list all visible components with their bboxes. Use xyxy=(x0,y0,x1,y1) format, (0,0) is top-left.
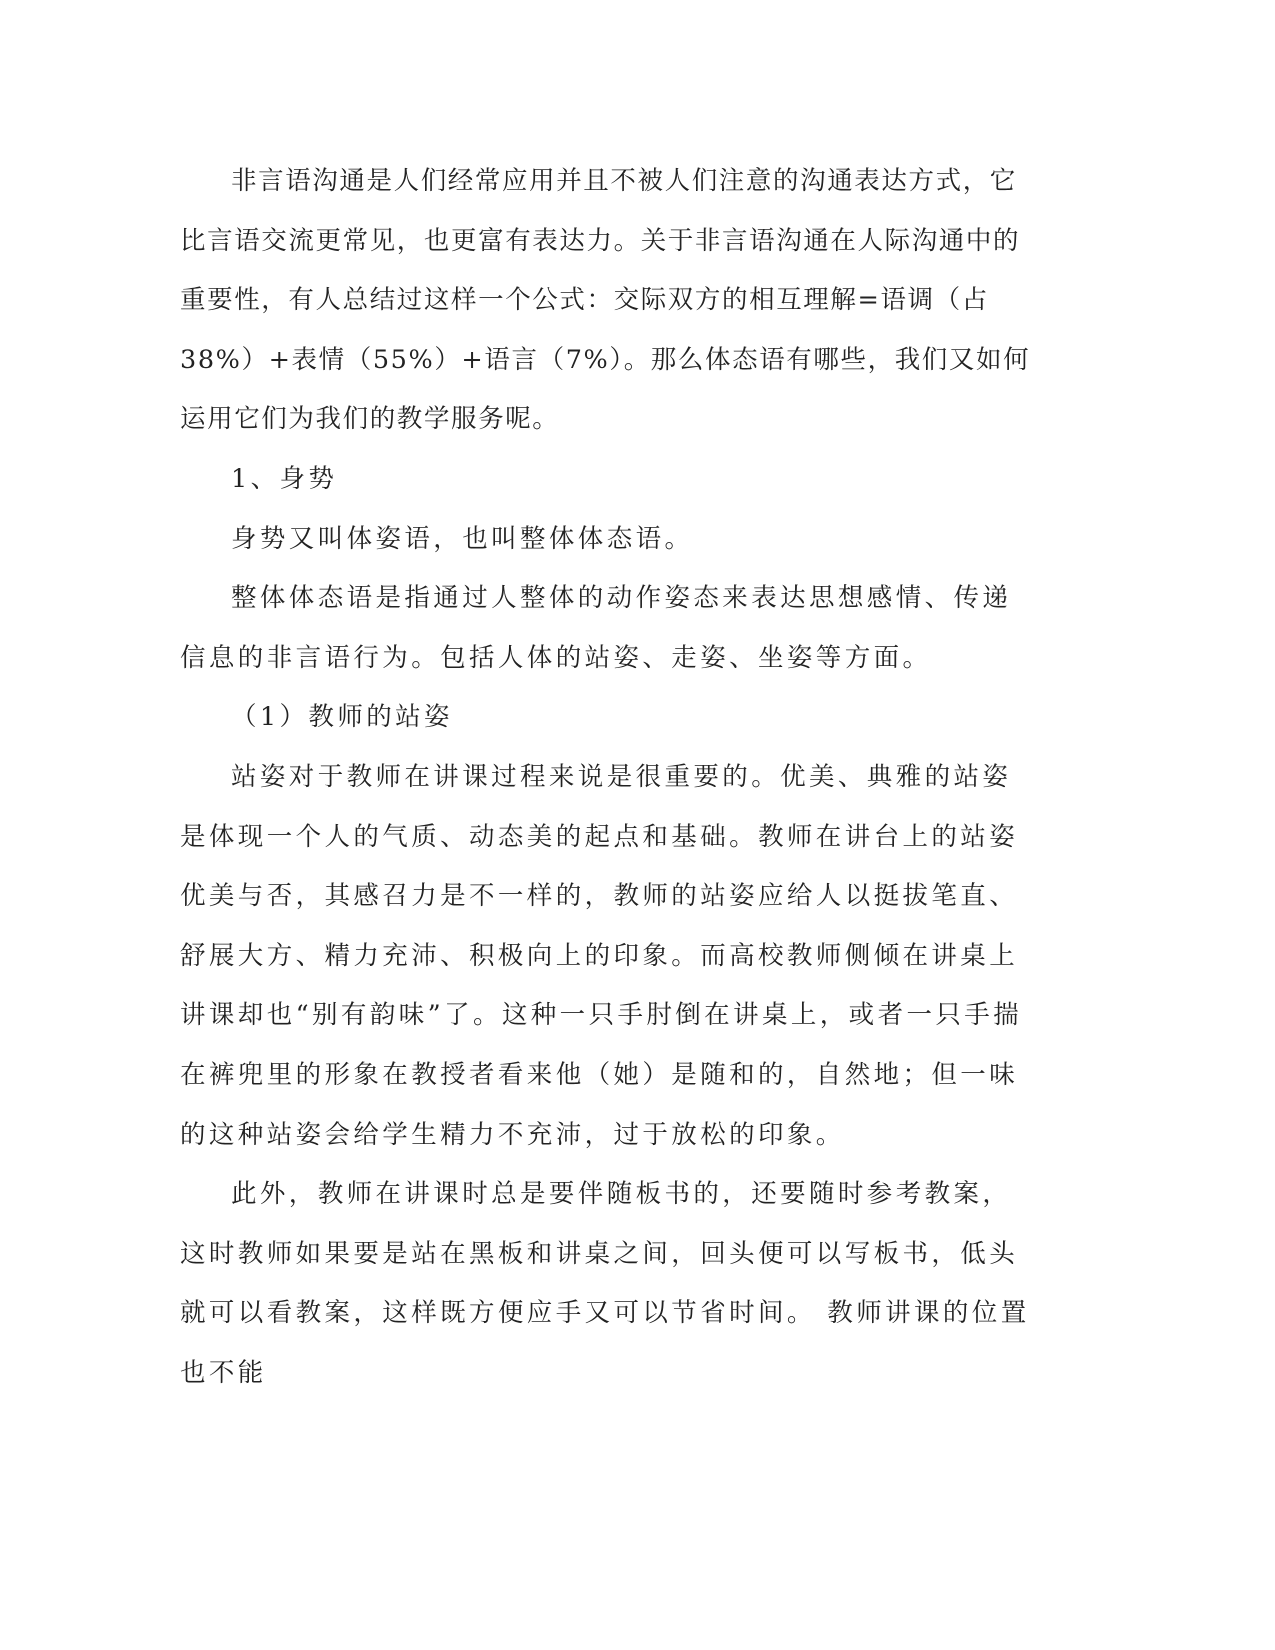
paragraph-intro: 非言语沟通是人们经常应用并且不被人们注意的沟通表达方式，它比言语交流更常见，也更富有表达力。关于非言语沟通在人际沟通中的重要性，有人总结过这样一个公式：交际双方的相互理解=语调（占38%）+表情（55%）+语言（7%）。那么体态语有哪些，我们又如何运用它们为我们的教学服务呢。 xyxy=(180,166,1031,435)
document-body xyxy=(180,152,1040,1403)
heading-body-posture: 1、身势 xyxy=(231,463,338,494)
paragraph-blackboard-position: 此外，教师在讲课时总是要伴随板书的，还要随时参考教案，这时教师如果要是站在黑板和讲桌之间，回头便可以写板书，低头就可以看教案，这样既方便应手又可以节省时间。 教师讲课的位置也不能 xyxy=(180,1179,1030,1388)
paragraph-posture-definition: 身势又叫体姿语，也叫整体体态语。 xyxy=(231,523,694,554)
paragraph-overall-posture: 整体体态语是指通过人整体的动作姿态来表达思想感情、传递信息的非言语行为。包括人体的站姿、走姿、坐姿等方面。 xyxy=(180,583,1012,673)
paragraph-standing-importance: 站姿对于教师在讲课过程来说是很重要的。优美、典雅的站姿是体现一个人的气质、动态美的起点和基础。教师在讲台上的站姿优美与否，其感召力是不一样的，教师的站姿应给人以挺拔笔直、舒展大方、精力充沛、积极向上的印象。而高校教师侧倾在讲桌上讲课却也“别有韵味”了。这种一只手肘倒在讲桌上，或者一只手揣在裤兜里的形象在教授者看来他（她）是随和的，自然地；但一味的这种站姿会给学生精力不充沛，过于放松的印象。 xyxy=(180,761,1023,1150)
subheading-teacher-standing: （1）教师的站姿 xyxy=(231,702,453,733)
